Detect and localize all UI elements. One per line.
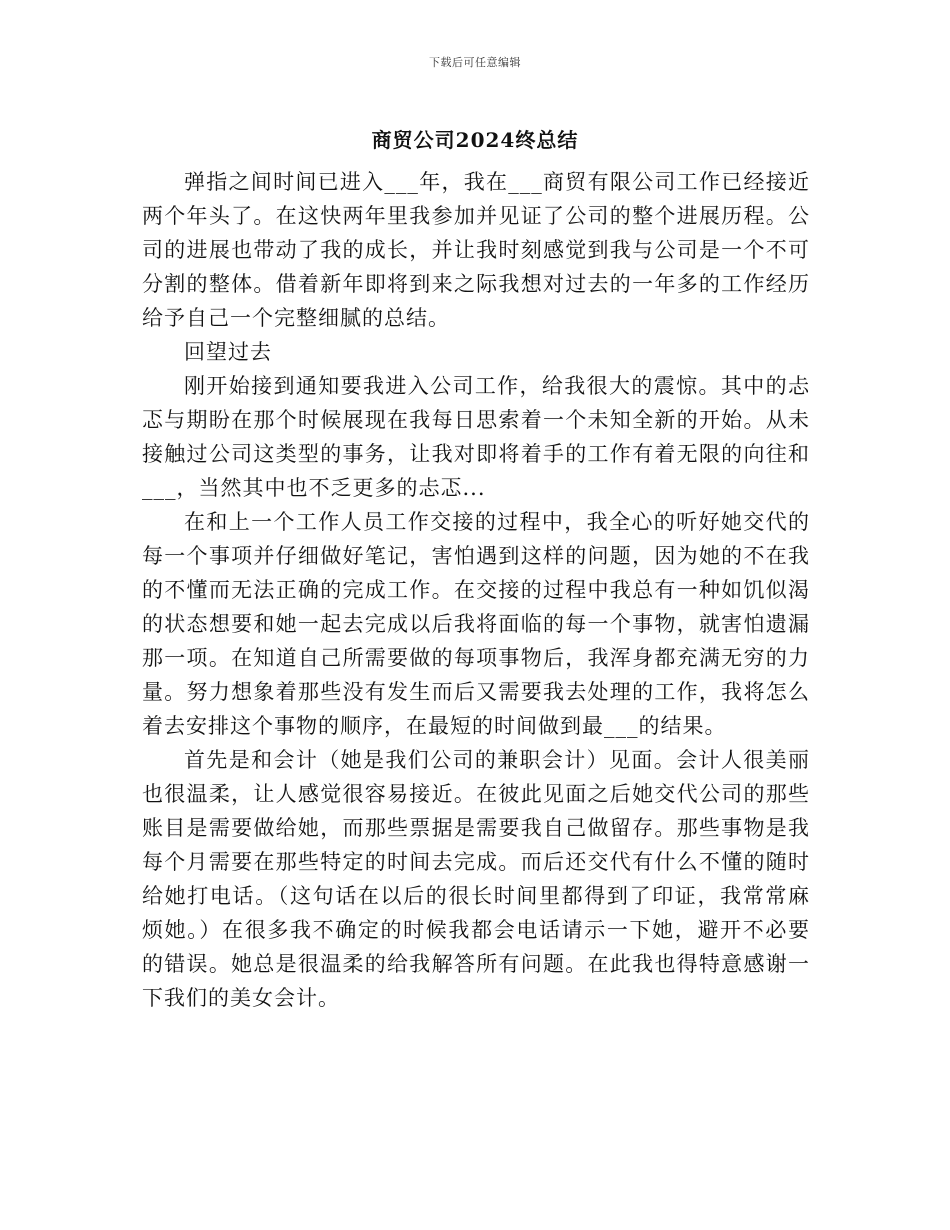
- paragraph-first-notice: 刚开始接到通知要我进入公司工作，给我很大的震惊。其中的忐忑与期盼在那个时候展现在我每日思索着一个未知全新的开始。从未接触过公司这类型的事务，让我对即将着手的工作有着无限的向往和___，当然其中也不乏更多的忐忑...: [142, 374, 810, 500]
- document-title: 商贸公司2024终总结: [371, 128, 579, 152]
- paragraph-intro: 弹指之间时间已进入___年，我在___商贸有限公司工作已经接近两个年头了。在这快两年里我参加并见证了公司的整个进展历程。公司的进展也带动了我的成长，并让我时刻感觉到我与公司是一个不可分割的整体。借着新年即将到来之际我想对过去的一年多的工作经历给予自己一个完整细腻的总结。: [142, 170, 810, 330]
- section-heading-look-back: 回望过去: [184, 340, 272, 364]
- header-note: 下载后可任意编辑: [429, 56, 521, 69]
- paragraph-accountant: 首先是和会计（她是我们公司的兼职会计）见面。会计人很美丽也很温柔，让人感觉很容易接近。在彼此见面之后她交代公司的那些账目是需要做给她，而那些票据是需要我自己做留存。那些事物是我每个月需要在那些特定的时间去完成。而后还交代有什么不懂的随时给她打电话。（这句话在以后的很长时间里都得到了印证，我常常麻烦她。）在很多我不确定的时候我都会电话请示一下她，避开不必要的错误。她总是很温柔的给我解答所有问题。在此我也得特意感谢一下我们的美女会计。: [142, 748, 810, 1010]
- paragraph-handover: 在和上一个工作人员工作交接的过程中，我全心的听好她交代的每一个事项并仔细做好笔记，害怕遇到这样的问题，因为她的不在我的不懂而无法正确的完成工作。在交接的过程中我总有一种如饥似渴的状态想要和她一起去完成以后我将面临的每一个事物，就害怕遗漏那一项。在知道自己所需要做的每项事物后，我浑身都充满无穷的力量。努力想象着那些没有发生而后又需要我去处理的工作，我将怎么着去安排这个事物的顺序，在最短的时间做到最___的结果。: [142, 510, 810, 738]
- document-body: [142, 165, 810, 1015]
